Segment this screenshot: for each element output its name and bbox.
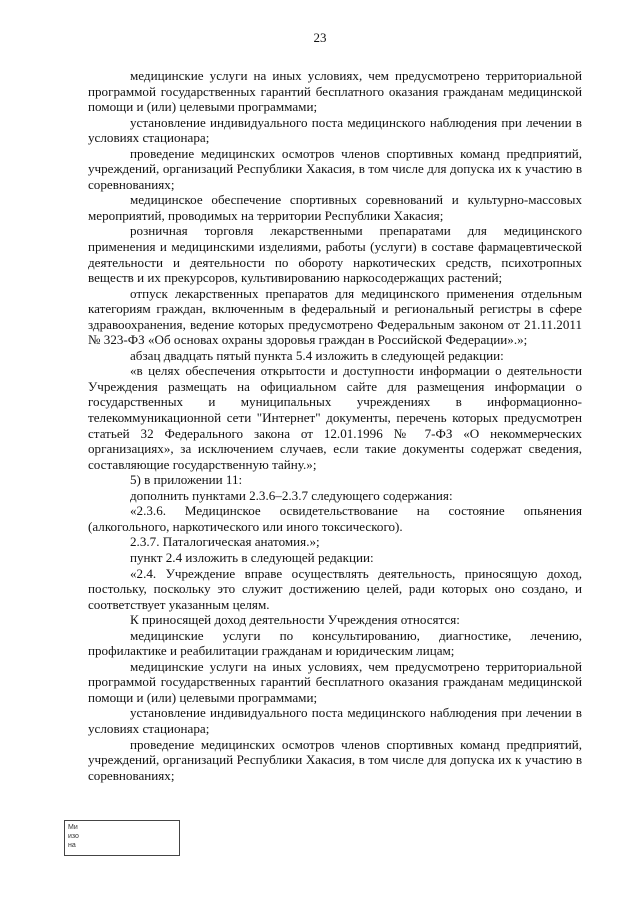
paragraph: установление индивидуального поста медицинского наблюдения при лечении в условиях стационара; [88,114,582,146]
paragraph: К приносящей доход деятельности Учреждения относятся: [130,612,460,628]
paragraph: «в целях обеспечения открытости и доступности информации о деятельности Учреждения размещать на официальном сайте для размещения информации о государственных и муниципальных учреждениях в информационно-телекоммуникационной сети "Интернет" документы, перечень которых предусмотрен статьей 32 Федерального закона от 12.01.1996 № 7-ФЗ «О некоммерческих организациях», за исключением случаев, если такие документы содержат сведения, составляющие государственную тайну.»; [88,363,582,472]
registration-stamp [64,820,180,856]
document-body [88,68,582,783]
paragraph: отпуск лекарственных препаратов для медицинского применения отдельным категориям граждан, включенным в федеральный и региональный регистры в сфере здравоохранения, ведение которых предусмотрено Федеральным законом от 21.11.2011 № 323-ФЗ «Об основах охраны здоровья граждан в Российской Федерации».»; [88,285,582,348]
paragraph: 5) в приложении 11: [130,472,243,488]
paragraph: проведение медицинских осмотров членов спортивных команд предприятий, учреждений, организаций Республики Хакасия, в том числе для допуска их к участию в соревнованиях; [88,145,582,192]
paragraph: «2.4. Учреждение вправе осуществлять деятельность, приносящую доход, постольку, поскольку это служит достижению целей, ради которых оно создано, и соответствует указанным целям. [88,565,582,612]
paragraph: медицинские услуги по консультированию, диагностике, лечению, профилактике и реабилитации гражданам и юридическим лицам; [88,627,582,659]
paragraph: медицинское обеспечение спортивных соревнований и культурно-массовых мероприятий, проводимых на территории Республики Хакасия; [88,192,582,223]
paragraph: установление индивидуального поста медицинского наблюдения при лечении в условиях стационара; [88,705,582,736]
paragraph: абзац двадцать пятый пункта 5.4 изложить в следующей редакции: [130,347,504,363]
paragraph: 2.3.7. Паталогическая анатомия.»; [130,534,320,550]
paragraph: пункт 2.4 изложить в следующей редакции: [130,549,374,565]
paragraph: дополнить пунктами 2.3.6–2.3.7 следующего содержания: [130,487,453,503]
stamp-line: Ми [68,824,78,831]
page-number: 23 [313,30,327,45]
paragraph: медицинские услуги на иных условиях, чем предусмотрено территориальной программой государственных гарантий бесплатного оказания гражданам медицинской помощи и (или) целевыми программами; [88,68,582,115]
stamp-line: на [68,842,76,849]
paragraph: розничная торговля лекарственными препаратами для медицинского применения и медицинскими изделиями, работы (услуги) в составе фармацевтической деятельности и деятельности по обороту наркотических средств, психотропных веществ и их прекурсоров, культивированию наркосодержащих растений; [88,223,582,286]
stamp-line: изо [68,833,79,840]
paragraph: медицинские услуги на иных условиях, чем предусмотрено территориальной программой государственных гарантий бесплатного оказания гражданам медицинской помощи и (или) целевыми программами; [88,658,582,705]
paragraph: «2.3.6. Медицинское освидетельствование на состояние опьянения (алкогольного, наркотического или иного токсического). [88,503,582,534]
paragraph: проведение медицинских осмотров членов спортивных команд предприятий, учреждений, организаций Республики Хакасия, в том числе для допуска их к участию в соревнованиях; [88,736,582,783]
